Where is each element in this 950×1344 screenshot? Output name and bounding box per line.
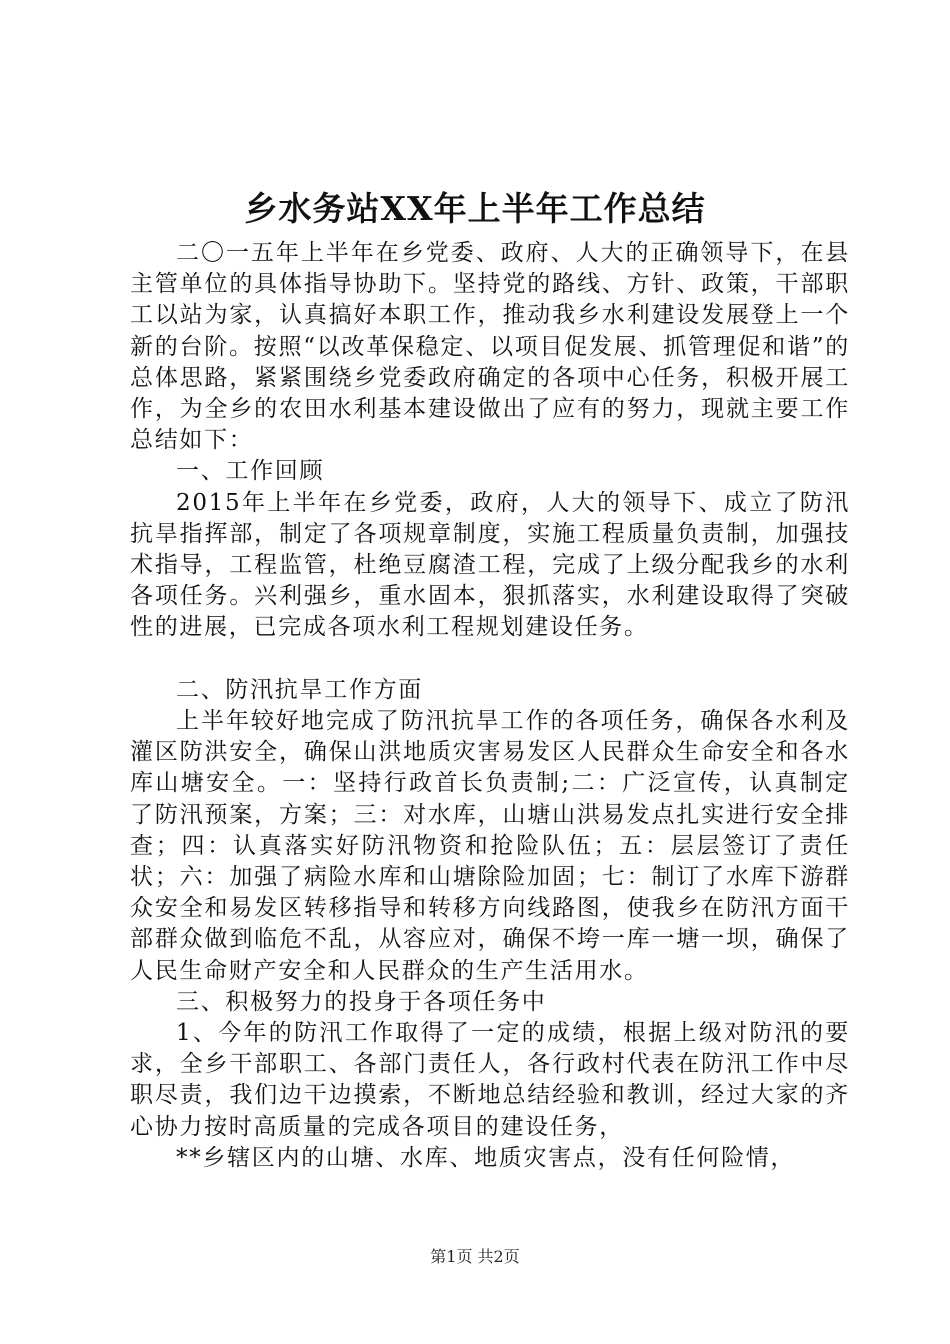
document-body (130, 238, 850, 1174)
document-title: 乡水务站XX年上半年工作总结 (244, 189, 706, 228)
paragraph-flood-control: 上半年较好地完成了防汛抗旱工作的各项任务，确保各水利及灌区防洪安全，确保山洪地质灾害易发区人民群众生命安全和各水库山塘安全。一：坚持行政首长负责制;二：广泛宣传，认真制定了防汛预案，方案；三：对水库，山塘山洪易发点扎实进行安全排查；四：认真落实好防汛物资和抢险队伍；五：层层签订了责任状；六：加强了病险水库和山塘除险加固；七：制订了水库下游群众安全和易发区转移指导和转移方向线路图，使我乡在防汛方面干部群众做到临危不乱，从容应对，确保不垮一库一塘一坝，确保了人民生命财产安全和人民群众的生产生活用水。 (130, 708, 850, 984)
paragraph-tasks-2: **乡辖区内的山塘、水库、地质灾害点，没有任何险情， (176, 1144, 796, 1171)
page-footer: 第1页 共2页 (430, 1247, 520, 1266)
paragraph-intro: 二〇一五年上半年在乡党委、政府、人大的正确领导下，在县主管单位的具体指导协助下。坚持党的路线、方针、政策，干部职工以站为家，认真搞好本职工作，推动我乡水利建设发展登上一个新的台阶。按照“以改革保稳定、以项目促发展、抓管理促和谐”的总体思路，紧紧围绕乡党委政府确定的各项中心任务，积极开展工作，为全乡的农田水利基本建设做出了应有的努力，现就主要工作总结如下： (130, 240, 850, 454)
heading-tasks: 三、积极努力的投身于各项任务中 (176, 988, 547, 1015)
paragraph-work-review: 2015年上半年在乡党委，政府，人大的领导下、成立了防汛抗旱指挥部，制定了各项规章制度，实施工程质量负责制，加强技术指导，工程监管，杜绝豆腐渣工程，完成了上级分配我乡的水利各项任务。兴利强乡，重水固本，狠抓落实，水利建设取得了突破性的进展，已完成各项水利工程规划建设任务。 (130, 489, 850, 641)
heading-flood-control: 二、防汛抗旱工作方面 (176, 676, 423, 703)
blank-line (130, 644, 850, 675)
heading-work-review: 一、工作回顾 (176, 458, 325, 485)
paragraph-tasks-1: 1、今年的防汛工作取得了一定的成绩，根据上级对防汛的要求，全乡干部职工、各部门责任人，各行政村代表在防汛工作中尽职尽责，我们边干边摸索，不断地总结经验和教训，经过大家的齐心协力按时高质量的完成各项目的建设任务， (130, 1020, 850, 1140)
